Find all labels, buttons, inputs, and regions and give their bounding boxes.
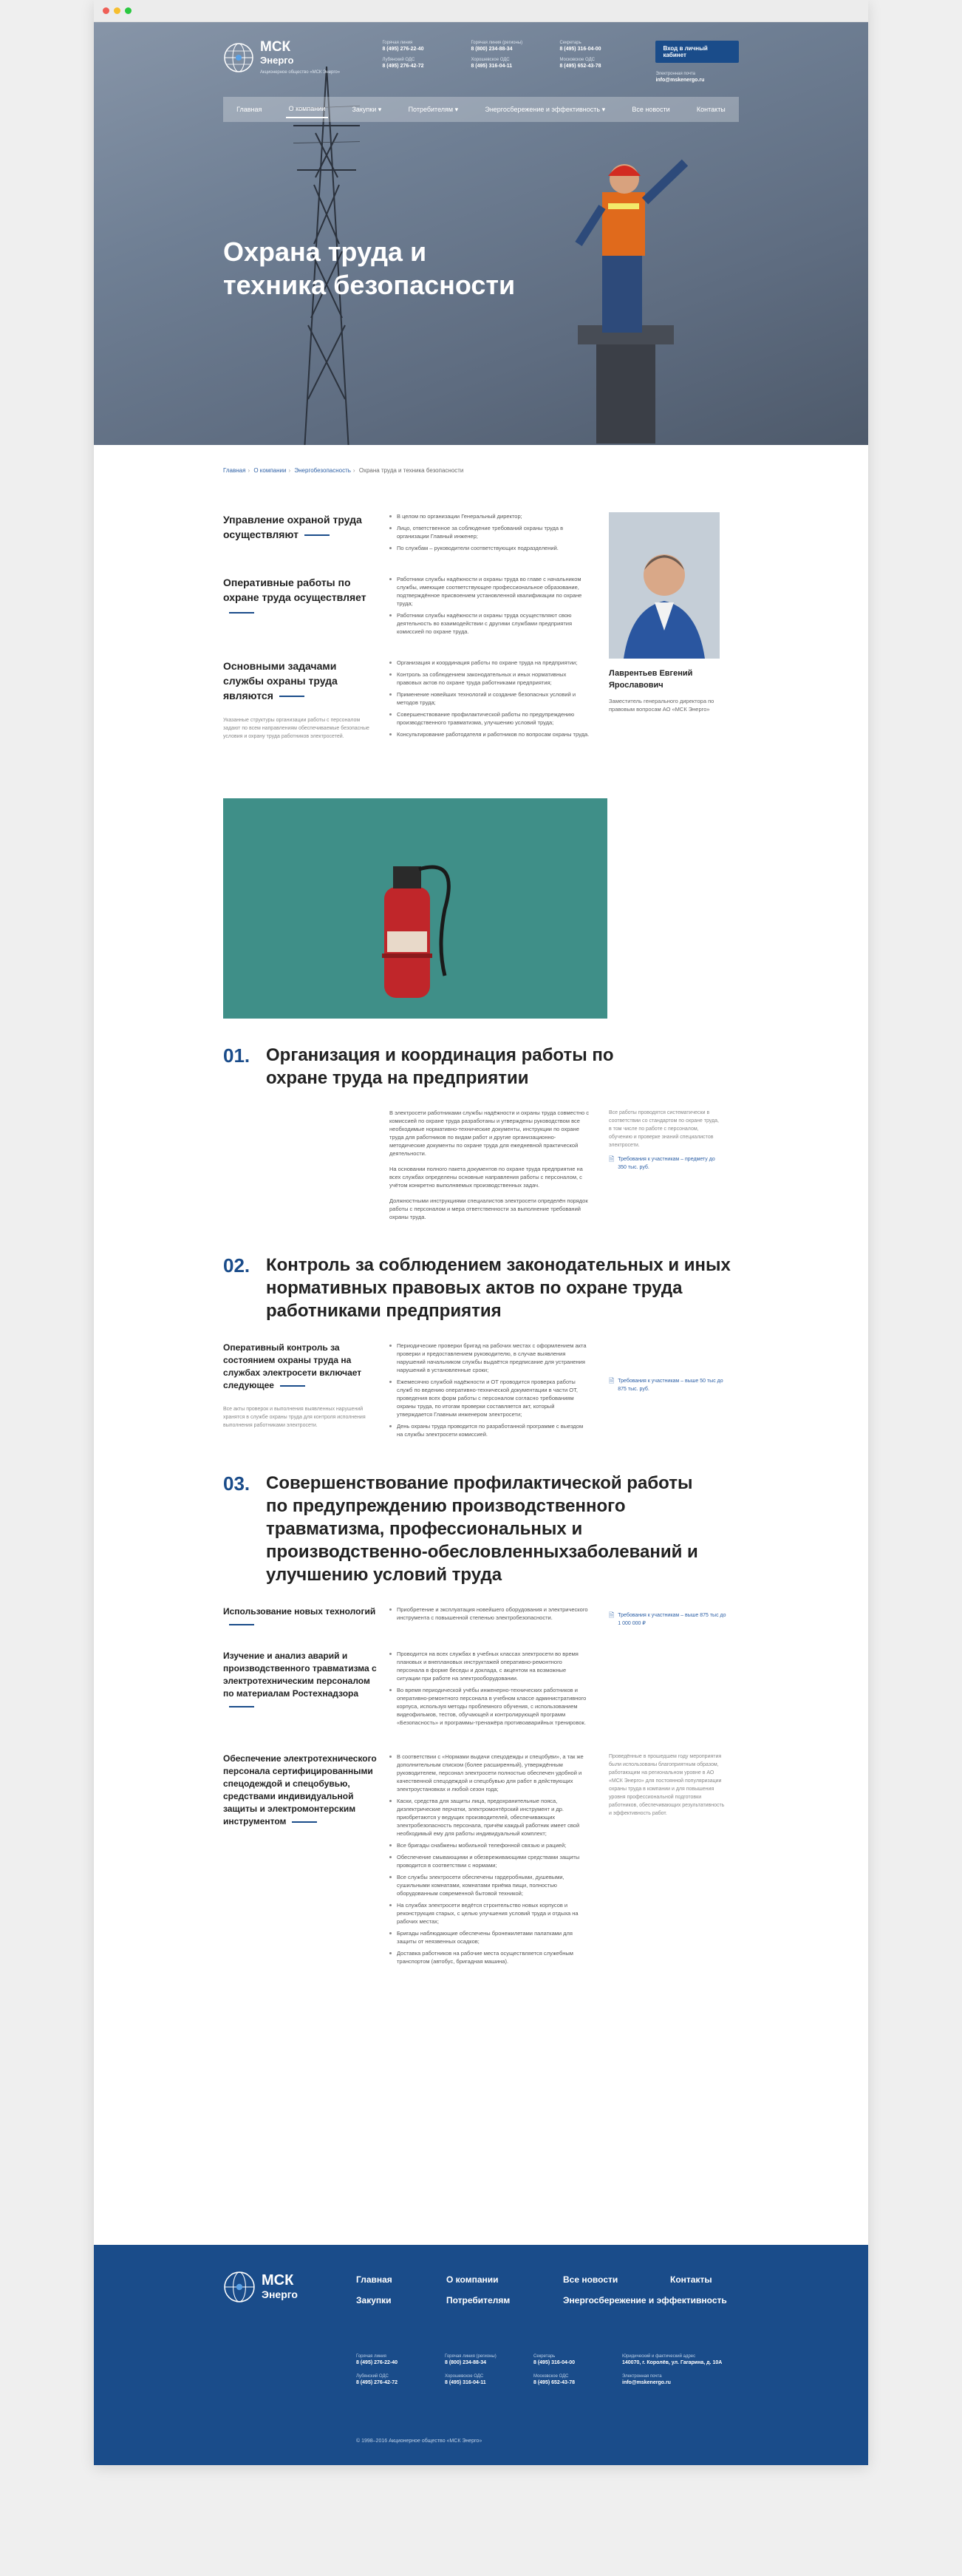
logo-title: МСК bbox=[260, 39, 291, 55]
list-item: Во время периодической учёбы инженерно-технических работников и оперативно-ремонтного персонала в учебном классе административного корпуса, используя методы проблемного обучения, с использованием видеофильмов, тестов, обучающей и контролирующей программ «Безопасность» и программы-тренажёра противоаварийных тренировок. bbox=[389, 1686, 590, 1727]
list-item: В целом по организации Генеральный директор; bbox=[389, 512, 590, 520]
section-title: Организация и координация работы по охране труда на предприятии bbox=[266, 1045, 614, 1088]
email-label: Электронная почта bbox=[655, 72, 695, 76]
contact-phone[interactable]: 8 (495) 276-22-40 bbox=[356, 2360, 398, 2365]
list-item: Все бригады снабжены мобильной телефонной связью и рацией; bbox=[389, 1841, 590, 1849]
breadcrumb-current: Охрана труда и техника безопасности bbox=[358, 467, 464, 474]
contact-phone[interactable]: 8 (495) 652-43-78 bbox=[533, 2380, 576, 2385]
management-note: Указанные структуры организации работы с персоналом задают по всем направлениям обеспечиваемые безопасные условия и охрану труда работников электросетей. bbox=[223, 718, 369, 739]
maximize-dot-icon[interactable] bbox=[125, 7, 132, 14]
nav-item-purchases[interactable]: Закупки ▾ bbox=[352, 105, 382, 113]
contact-item bbox=[471, 41, 559, 52]
section-aside bbox=[609, 1109, 720, 1228]
management-list bbox=[389, 512, 590, 556]
section-01 bbox=[223, 1044, 739, 1228]
contact-label: Горячая линия bbox=[356, 2354, 386, 2359]
footer-logo-title: МСК bbox=[262, 2271, 294, 2288]
list-item: Все службы электросети обеспечены гардеробными, душевыми, сушильными комнатами, комнатами приёма пищи, полностью оборудованным современной бытовой техникой; bbox=[389, 1873, 590, 1897]
main-nav bbox=[223, 97, 739, 122]
footer-link[interactable]: Все новости bbox=[563, 2274, 618, 2285]
footer-contacts bbox=[356, 2354, 740, 2385]
contact-phone[interactable]: 8 (495) 276-22-40 bbox=[382, 47, 424, 52]
person-position: Заместитель генерального директора по правовым вопросам АО «МСК Энерго» bbox=[609, 698, 714, 713]
footer-link[interactable]: Потребителям bbox=[446, 2295, 511, 2305]
contact-phone[interactable]: 8 (495) 276-42-72 bbox=[382, 64, 424, 69]
section-subtitle: Оперативный контроль за состоянием охраны труда на службах электросети включает следующее bbox=[223, 1342, 362, 1390]
contact-label: Хорошевское ОДС bbox=[471, 58, 510, 62]
nav-item-contacts[interactable]: Контакты bbox=[696, 106, 726, 113]
list-item: На службах электросети ведётся строительство новых корпусов и реконструкция старых, с целью улучшения условий труда и отдыха на рабочих местах; bbox=[389, 1901, 590, 1926]
section-number: 02. bbox=[223, 1254, 250, 1277]
section-list bbox=[389, 1753, 590, 1969]
footer-link[interactable]: Главная bbox=[356, 2274, 392, 2285]
breadcrumb-link[interactable]: Энергобезопасность bbox=[294, 467, 351, 474]
logo-title-2: Энерго bbox=[260, 55, 294, 66]
aside-text: Все работы проводятся систематически в соответствии со стандартом по охране труда, в том числе по работе с персоналом, обучению и проверке знаний специалистов электросети. bbox=[609, 1110, 719, 1148]
list-item: Приобретение и эксплуатация новейшего оборудования и электрического инструмента с повышенной степенью электробезопасности. bbox=[389, 1605, 590, 1622]
contact-label: Лубянский ОДС bbox=[356, 2374, 389, 2379]
contact-phone[interactable]: 8 (495) 276-42-72 bbox=[356, 2380, 398, 2385]
contact-phone[interactable]: 8 (495) 316-04-11 bbox=[471, 64, 513, 69]
section-aside bbox=[609, 1342, 727, 1442]
list-item: Каски, средства для защиты лица, предохранительные пояса, диэлектрические перчатки, электромонтёрский инструмент и др. приобретаются у ведущих производителей, обеспечивающих электробезопасность персонала, причём каждый работник имеет свой необходимый ему для работы индивидуальный комплект; bbox=[389, 1797, 590, 1838]
list-item: Проводится на всех службах в учебных классах электросети во время плановых и внеплановых инструктажей оперативно-ремонтного персонала в форме беседы и доклада, с акцентом на возможные ситуации при работе на электрооборудовании. bbox=[389, 1650, 590, 1682]
section-aside bbox=[609, 1753, 727, 1969]
email-link[interactable]: info@mskenergo.ru bbox=[655, 78, 705, 83]
section-note: Все акты проверок и выполнения выявленных нарушений хранятся в службе охраны труда для контроля исполнения выполнения работниками электросети. bbox=[223, 1407, 366, 1428]
list-item: Лицо, ответственное за соблюдение требований охраны труда в организации Главный инженер; bbox=[389, 524, 590, 540]
list-item: Совершенствование профилактической работы по предупреждению производственного травматизма, улучшению условий труда; bbox=[389, 710, 590, 727]
breadcrumb: Главная › О компании › Энергобезопасность › Охрана труда и техника безопасности bbox=[223, 467, 464, 474]
aside-text: Проведённые в прошедшем году мероприятия были использованы благоприятным образом, работающим на региональном уровне в АО «МСК Энерго» для постоянной популяризации охраны труда в компании и для повышения уровня профессиональной подготовки работников, обеспечивающих результативность и эффективность работ. bbox=[609, 1754, 725, 1816]
section-list bbox=[389, 1650, 590, 1730]
section-row bbox=[223, 1650, 739, 1730]
management-title: Основными задачами службы охраны труда являются bbox=[223, 660, 338, 701]
window-chrome bbox=[94, 0, 868, 22]
section-03 bbox=[223, 1472, 739, 1969]
list-item: Бригады наблюдающие обеспечены бронежилетами палатками для защиты от неязвенных осадков; bbox=[389, 1929, 590, 1945]
header-bar bbox=[223, 41, 739, 83]
email-link[interactable]: info@mskenergo.ru bbox=[622, 2380, 671, 2385]
list-item: Обеспечение смывающими и обезвреживающими средствами защиты проводится в соответствии с нормами; bbox=[389, 1853, 590, 1869]
section-02 bbox=[223, 1254, 739, 1442]
contact-item bbox=[471, 58, 559, 69]
footer-link[interactable]: Контакты bbox=[670, 2274, 712, 2285]
management-list bbox=[389, 659, 590, 742]
contact-phone[interactable]: 8 (800) 234-88-34 bbox=[445, 2360, 487, 2365]
nav-item-home[interactable]: Главная bbox=[236, 106, 262, 113]
contact-label: Электронная почта bbox=[622, 2374, 662, 2379]
contact-phone[interactable]: 8 (495) 316-04-00 bbox=[533, 2360, 576, 2365]
contact-phone[interactable]: 8 (800) 234-88-34 bbox=[471, 47, 513, 52]
contact-item bbox=[533, 2374, 622, 2385]
footer-link[interactable]: Энергосбережение и эффективность bbox=[563, 2295, 727, 2305]
breadcrumb-link[interactable]: О компании bbox=[253, 467, 287, 474]
contact-item bbox=[382, 58, 471, 69]
list-item: Работники службы надёжности и охраны труда во главе с начальником службы, имеющие соответствующее профессиональное образование, подтверждённое присвоением установленной квалификации по охране труда; bbox=[389, 575, 590, 608]
main-content bbox=[94, 445, 868, 1969]
contact-item bbox=[356, 2354, 445, 2365]
list-item: Работники службы надёжности и охраны труда осуществляют свою деятельность во взаимодействии с другими службами предприятия комиссией по охране труда. bbox=[389, 611, 590, 636]
browser-window bbox=[94, 0, 868, 2465]
globe-logo-icon bbox=[223, 42, 254, 73]
contact-item bbox=[622, 2374, 740, 2385]
contact-phone[interactable]: 8 (495) 316-04-11 bbox=[445, 2380, 486, 2385]
contact-label: Хорошевское ОДС bbox=[445, 2374, 484, 2379]
section-aside bbox=[609, 1605, 727, 1631]
footer-link[interactable]: Закупки bbox=[356, 2295, 392, 2305]
page-title: Охрана труда и техника безопасности bbox=[223, 237, 516, 300]
person-name: Лаврентьев Евгений Ярославович bbox=[609, 669, 693, 690]
contact-item bbox=[445, 2354, 533, 2365]
requirements-link-text: Требования к участникам – выше 50 тыс до 875 тыс. руб. bbox=[618, 1379, 723, 1392]
worker-image bbox=[515, 133, 692, 444]
contact-item bbox=[445, 2374, 533, 2385]
contact-item bbox=[382, 41, 471, 52]
person-photo bbox=[609, 512, 720, 659]
copyright: © 1998–2016 Акционерное общество «МСК Энерго» bbox=[356, 2439, 482, 2444]
requirements-link[interactable] bbox=[609, 1155, 720, 1172]
list-item: Применение новейших технологий и создание безопасных условий и методов труда; bbox=[389, 690, 590, 707]
management-row bbox=[223, 575, 590, 639]
nav-item-energy-saving[interactable]: Энергосбережение и эффективность ▾ bbox=[485, 105, 606, 113]
list-item: Доставка работников на рабочие места осуществляется служебным транспортом (автобус, бригадная машина). bbox=[389, 1949, 590, 1965]
footer-menu bbox=[356, 2274, 759, 2305]
cabinet-block bbox=[655, 41, 739, 83]
contact-item bbox=[559, 58, 648, 69]
section-text bbox=[389, 1109, 590, 1228]
contact-item bbox=[533, 2354, 622, 2365]
list-item: День охраны труда проводится по разработанной программе с выездом на службы электросети комиссией. bbox=[389, 1422, 590, 1438]
contact-item bbox=[622, 2354, 740, 2365]
contact-label: Лубянский ОДС bbox=[382, 58, 415, 62]
section-subtitle: Обеспечение электротехнического персонала сертифицированными спецодеждой и спецобувью, средствами индивидуальной защиты и электромонтерским инструментом bbox=[223, 1753, 377, 1826]
section-row bbox=[223, 1605, 739, 1631]
section-subtitle: Использование новых технологий bbox=[223, 1606, 376, 1617]
section-number: 03. bbox=[223, 1472, 250, 1495]
section-title: Контроль за соблюдением законодательных и иных нормативных правовых актов по охране труда работниками предприятия bbox=[266, 1255, 731, 1321]
contact-label: Горячая линия (регионы) bbox=[445, 2354, 497, 2359]
logo-subtitle: Акционерное общество «МСК Энерго» bbox=[260, 70, 341, 75]
contact-item bbox=[559, 41, 648, 52]
management-list bbox=[389, 575, 590, 639]
management-block bbox=[223, 512, 739, 761]
hero bbox=[94, 22, 868, 445]
contact-label: Горячая линия (регионы) bbox=[471, 41, 523, 45]
contact-phone[interactable]: 8 (495) 652-43-78 bbox=[559, 64, 601, 69]
contact-phone[interactable]: 8 (495) 316-04-00 bbox=[559, 47, 601, 52]
paragraph: На основании полного пакета документов по охране труда предприятие на всех службах определены основные направления работы с персоналом, с учётом конкретно выполняемых производственных задач. bbox=[389, 1166, 583, 1189]
list-item: Контроль за соблюдением законодательных и иных нормативных правовых актов по охране труда работниками предприятия; bbox=[389, 670, 590, 687]
list-item: Организация и координация работы по охране труда на предприятии; bbox=[389, 659, 590, 667]
section-title: Совершенствование профилактической работы по предупреждению производственного травматизма, профессиональных и производственно-обесловленныхзаболеваний и улучшению условий труда bbox=[266, 1473, 698, 1585]
person-portrait-image bbox=[609, 512, 720, 659]
management-row bbox=[223, 512, 590, 556]
contact-item bbox=[356, 2374, 445, 2385]
list-item: В соответствии с «Нормами выдачи спецодежды и спецобуви», а так же дополнительным списком (более расширенный), утверждённым руководителем, персонал электросети полностью обеспечен удобной и качественной спецодеждой и спецобувью для работ в действующих электроустановках и любой сезон года; bbox=[389, 1753, 590, 1793]
paragraph: В электросети работниками службы надёжности и охраны труда совместно с комиссией по охране труда разработаны и утверждены руководством все необходимые нормативно-технические документы, инструкции по охране труда для работников по видам работ и другие организационно-методические документы по охране труда для ежедневной практической деятельности. bbox=[389, 1109, 590, 1157]
requirements-link[interactable] bbox=[609, 1611, 727, 1628]
document-icon: 🗎 bbox=[609, 1155, 615, 1163]
paragraph: Должностными инструкциями специалистов электросети определён порядок работы с персоналом и мера ответственности за выполнение требований охраны труда. bbox=[389, 1197, 588, 1220]
section-subtitle: Изучение и анализ аварий и производственного травматизма с электротехническим персоналом по материалам Ростехнадзора bbox=[223, 1651, 377, 1699]
personal-cabinet-button[interactable]: Вход в личный кабинет bbox=[655, 41, 739, 63]
contact-label: Московское ОДС bbox=[533, 2374, 569, 2379]
fire-extinguisher-image bbox=[223, 798, 607, 1019]
requirements-link-text: Требования к участникам – выше 875 тыс до 1 000 000 ₽ bbox=[618, 1613, 726, 1626]
requirements-link[interactable] bbox=[609, 1377, 727, 1393]
address: 140070, г. Королёв, ул. Гагарина, д. 10А bbox=[622, 2360, 723, 2365]
globe-logo-icon bbox=[223, 2271, 256, 2303]
section-list bbox=[389, 1342, 590, 1442]
section-row bbox=[223, 1753, 739, 1969]
document-icon: 🗎 bbox=[609, 1611, 615, 1619]
management-title: Управление охраной труда осуществляют bbox=[223, 514, 362, 540]
footer-logo-title-2: Энерго bbox=[262, 2288, 298, 2300]
list-item: Ежемесячно службой надёжности и ОТ проводится проверка работы служб по ведению оперативно-технической документации в части ОТ, проведения всех форм работы с персоналом согласно требованиям охраны труда, по итогам проверки составляется акт, который утверждается Главным инженером электросети; bbox=[389, 1378, 590, 1418]
logo[interactable] bbox=[223, 41, 369, 75]
requirements-link-text: Требования к участникам – предмету до 350 тыс. руб. bbox=[618, 1157, 715, 1170]
contact-label: Юридический и фактический адрес bbox=[622, 2354, 696, 2359]
list-item: Консультирование работодателя и работников по вопросам охраны труда. bbox=[389, 730, 590, 738]
breadcrumb-link[interactable]: Главная bbox=[223, 467, 246, 474]
nav-item-about[interactable]: О компании bbox=[286, 101, 329, 118]
section-list bbox=[389, 1605, 590, 1631]
close-dot-icon[interactable] bbox=[103, 7, 109, 14]
header-contacts bbox=[382, 41, 648, 69]
contact-label: Секретарь bbox=[559, 41, 581, 45]
footer-link[interactable]: О компании bbox=[446, 2274, 499, 2285]
minimize-dot-icon[interactable] bbox=[114, 7, 120, 14]
management-title: Оперативные работы по охране труда осуществляет bbox=[223, 577, 366, 603]
contact-label: Московское ОДС bbox=[559, 58, 595, 62]
document-icon: 🗎 bbox=[609, 1377, 615, 1384]
list-item: По службам – руководители соответствующих подразделений. bbox=[389, 544, 590, 552]
contact-label: Секретарь bbox=[533, 2354, 556, 2359]
person-card bbox=[609, 512, 720, 761]
section-number: 01. bbox=[223, 1044, 250, 1067]
footer-logo[interactable] bbox=[223, 2271, 298, 2303]
footer bbox=[94, 2245, 868, 2465]
contact-label: Горячая линия bbox=[382, 41, 413, 45]
nav-item-consumers[interactable]: Потребителям ▾ bbox=[408, 105, 459, 113]
list-item: Периодические проверки бригад на рабочих местах с оформлением акта проверки и предоставлением руководителю, в случае выявления нарушений начальником службы выдаётся предписание для устранения нарушений в установленные сроки; bbox=[389, 1342, 590, 1374]
management-row bbox=[223, 659, 590, 742]
nav-item-news[interactable]: Все новости bbox=[632, 106, 670, 113]
